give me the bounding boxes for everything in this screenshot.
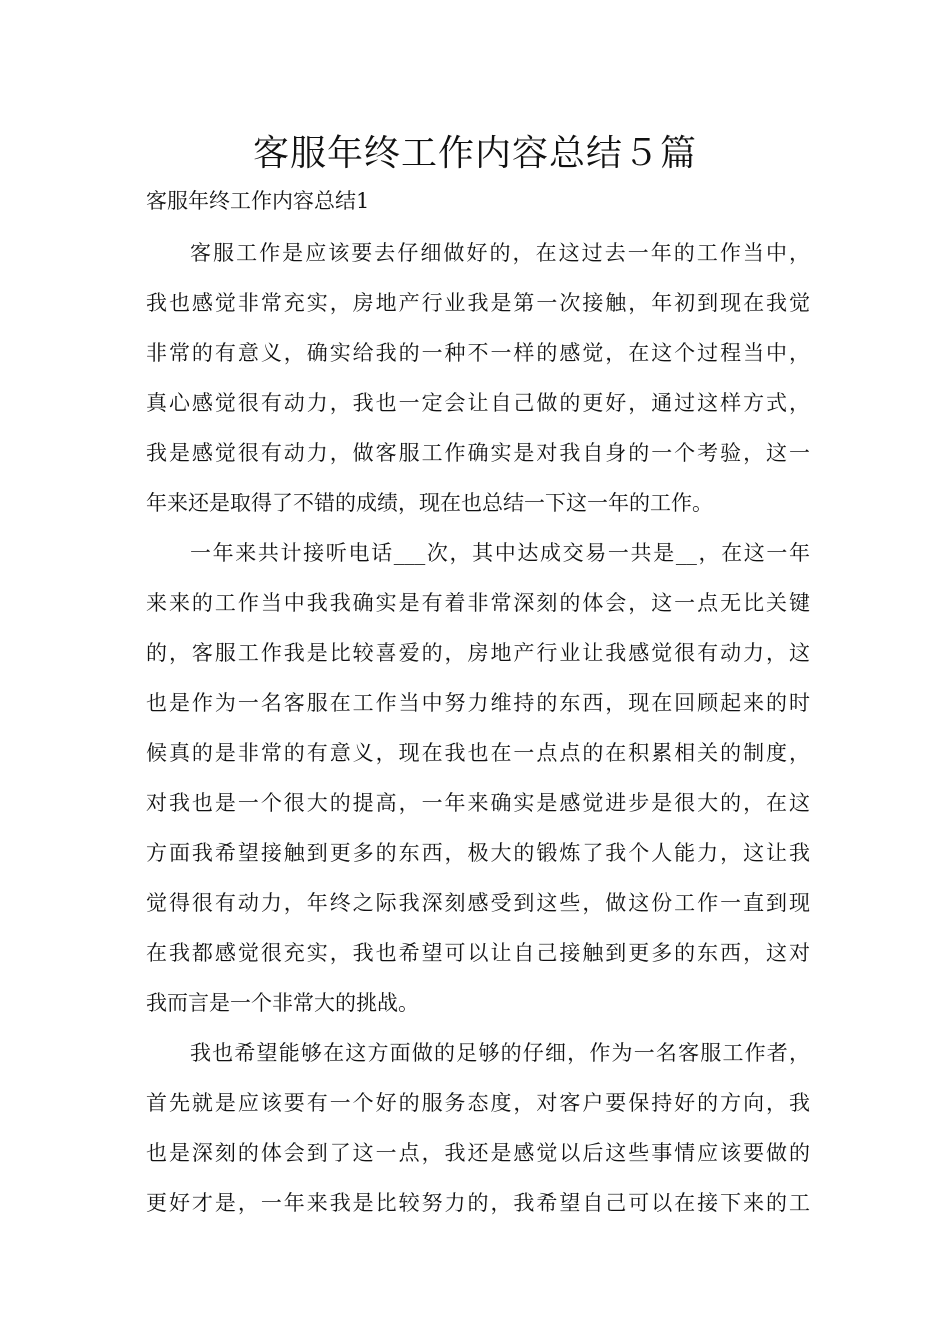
paragraph-3 <box>146 1028 810 1228</box>
paragraph-line: 也是深刻的体会到了这一点，我还是感觉以后这些事情应该要做的 <box>146 1141 810 1165</box>
paragraph-line: 方面我希望接触到更多的东西，极大的锻炼了我个人能力，这让我 <box>146 841 810 865</box>
paragraph-line: 我而言是一个非常大的挑战。 <box>146 991 419 1015</box>
paragraph-line: 真心感觉很有动力，我也一定会让自己做的更好，通过这样方式， <box>146 391 810 415</box>
paragraph-line: 年来还是取得了不错的成绩，现在也总结一下这一年的工作。 <box>146 491 713 515</box>
paragraph-1 <box>146 228 810 528</box>
section-heading: 客服年终工作内容总结1 <box>146 189 370 213</box>
paragraph-line: 候真的是非常的有意义，现在我也在一点点的在积累相关的制度， <box>146 741 810 765</box>
paragraph-line: 我也希望能够在这方面做的足够的仔细，作为一名客服工作者， <box>190 1041 810 1065</box>
paragraph-line: 非常的有意义，确实给我的一种不一样的感觉，在这个过程当中， <box>146 341 810 365</box>
paragraph-line: 在我都感觉很充实，我也希望可以让自己接触到更多的东西，这对 <box>146 941 810 965</box>
document-title: 客服年终工作内容总结５篇 <box>252 133 697 174</box>
paragraph-line: 更好才是，一年来我是比较努力的，我希望自己可以在接下来的工 <box>146 1191 810 1215</box>
paragraph-line: 客服工作是应该要去仔细做好的，在这过去一年的工作当中， <box>190 241 810 265</box>
paragraph-2 <box>146 528 810 1028</box>
paragraph-line: 我是感觉很有动力，做客服工作确实是对我自身的一个考验，这一 <box>146 441 810 465</box>
document-body <box>146 228 810 1228</box>
paragraph-line: 我也感觉非常充实，房地产行业我是第一次接触，年初到现在我觉 <box>146 291 810 315</box>
paragraph-line: 也是作为一名客服在工作当中努力维持的东西，现在回顾起来的时 <box>146 691 810 715</box>
paragraph-line: 一年来共计接听电话___次，其中达成交易一共是__，在这一年 <box>190 541 810 565</box>
paragraph-line: 对我也是一个很大的提高，一年来确实是感觉进步是很大的，在这 <box>146 791 810 815</box>
paragraph-line: 的，客服工作我是比较喜爱的，房地产行业让我感觉很有动力，这 <box>146 641 810 665</box>
paragraph-line: 觉得很有动力，年终之际我深刻感受到这些，做这份工作一直到现 <box>146 891 810 915</box>
paragraph-line: 来来的工作当中我我确实是有着非常深刻的体会，这一点无比关键 <box>146 591 810 615</box>
paragraph-line: 首先就是应该要有一个好的服务态度，对客户要保持好的方向，我 <box>146 1091 810 1115</box>
